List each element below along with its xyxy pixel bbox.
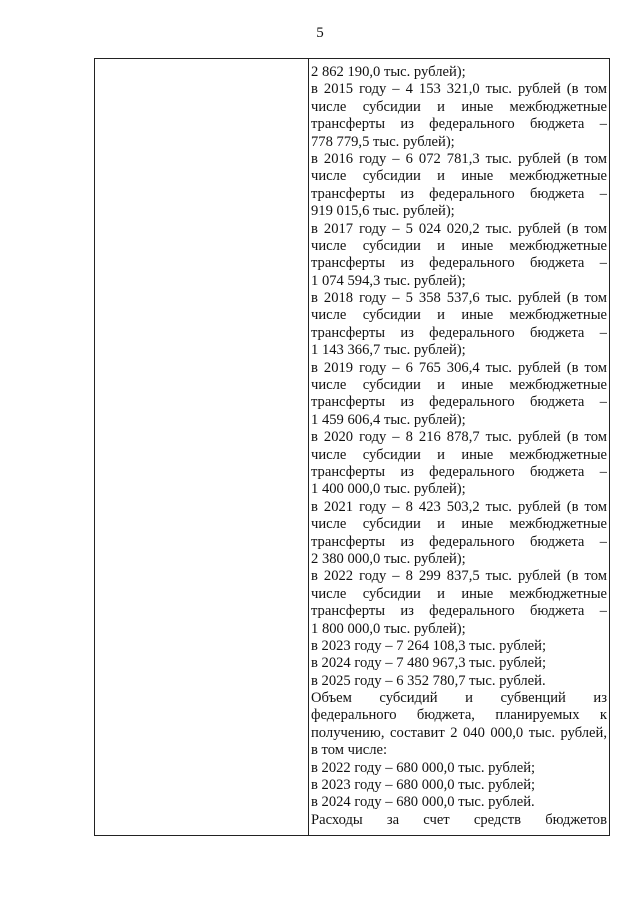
text-line: в 2019 году – 6 765 306,4 тыс. рублей (в том: [311, 359, 607, 376]
text-line: числе субсидии и иные межбюджетные: [311, 516, 607, 533]
text-line: 919 015,6 тыс. рублей);: [311, 203, 455, 220]
text-line: в 2022 году – 8 299 837,5 тыс. рублей (в том: [311, 568, 607, 585]
text-line: 1 143 366,7 тыс. рублей);: [311, 342, 466, 359]
column-divider: [308, 59, 309, 835]
text-line: 778 779,5 тыс. рублей);: [311, 133, 455, 150]
text-line: 2 380 000,0 тыс. рублей);: [311, 550, 466, 567]
text-line: в 2015 году – 4 153 321,0 тыс. рублей (в том: [311, 81, 607, 98]
text-line: 1 800 000,0 тыс. рублей);: [311, 620, 466, 637]
text-line: 1 459 606,4 тыс. рублей);: [311, 411, 466, 428]
text-line: федерального бюджета, планируемых к: [311, 707, 607, 724]
text-line: в 2017 году – 5 024 020,2 тыс. рублей (в том: [311, 220, 607, 237]
text-line: в 2023 году – 680 000,0 тыс. рублей;: [311, 777, 536, 794]
text-line: в 2018 году – 5 358 537,6 тыс. рублей (в том: [311, 290, 607, 307]
text-line: числе субсидии и иные межбюджетные: [311, 446, 607, 463]
text-line: в 2024 году – 680 000,0 тыс. рублей.: [311, 794, 535, 811]
text-line: в 2025 году – 6 352 780,7 тыс. рублей.: [311, 672, 546, 689]
text-line: 1 400 000,0 тыс. рублей);: [311, 481, 466, 498]
document-table: [94, 58, 610, 836]
text-line: в 2020 году – 8 216 878,7 тыс. рублей (в том: [311, 429, 607, 446]
text-line: числе субсидии и иные межбюджетные: [311, 98, 607, 115]
text-line: числе субсидии и иные межбюджетные: [311, 377, 607, 394]
text-line: трансферты из федерального бюджета –: [311, 255, 607, 272]
text-line: трансферты из федерального бюджета –: [311, 533, 607, 550]
page-number: 5: [316, 25, 324, 41]
text-line: числе субсидии и иные межбюджетные: [311, 237, 607, 254]
text-line: трансферты из федерального бюджета –: [311, 324, 607, 341]
text-line: 2 862 190,0 тыс. рублей);: [311, 64, 466, 80]
text-line: получению, составит 2 040 000,0 тыс. рублей,: [311, 724, 607, 741]
text-line: Расходы за счет средств бюджетов: [311, 811, 607, 828]
table-cell-right: [311, 64, 607, 829]
text-line: в 2016 году – 6 072 781,3 тыс. рублей (в том: [311, 150, 607, 167]
text-line: трансферты из федерального бюджета –: [311, 116, 607, 133]
text-line: в том числе:: [311, 742, 388, 759]
text-line: трансферты из федерального бюджета –: [311, 185, 607, 202]
text-line: числе субсидии и иные межбюджетные: [311, 585, 607, 602]
text-line: числе субсидии и иные межбюджетные: [311, 307, 607, 324]
text-line: 1 074 594,3 тыс. рублей);: [311, 272, 466, 289]
text-line: в 2023 году – 7 264 108,3 тыс. рублей;: [311, 637, 547, 654]
text-line: Объем субсидий и субвенций из: [311, 690, 607, 707]
table-cell-left: [95, 59, 307, 835]
text-line: трансферты из федерального бюджета –: [311, 394, 607, 411]
text-line: в 2024 году – 7 480 967,3 тыс. рублей;: [311, 655, 547, 672]
text-line: трансферты из федерального бюджета –: [311, 603, 607, 620]
text-line: в 2021 году – 8 423 503,2 тыс. рублей (в том: [311, 498, 607, 515]
text-line: трансферты из федерального бюджета –: [311, 463, 607, 480]
text-line: числе субсидии и иные межбюджетные: [311, 168, 607, 185]
text-line: в 2022 году – 680 000,0 тыс. рублей;: [311, 759, 536, 776]
